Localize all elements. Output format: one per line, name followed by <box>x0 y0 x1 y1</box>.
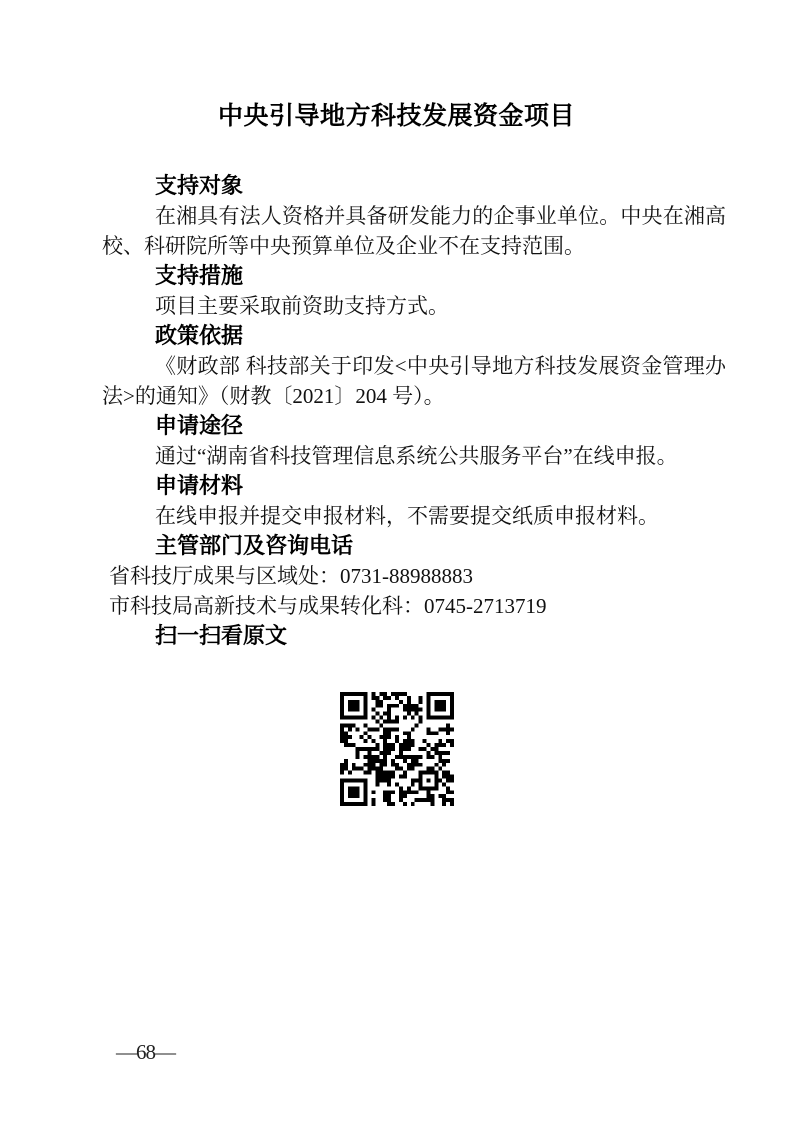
heading-policy-basis: 政策依据 <box>155 323 244 348</box>
page-title: 中央引导地方科技发展资金项目 <box>217 103 575 130</box>
paragraph-support-object: 在湘具有法人资格并具备研发能力的企事业单位。中央在湘高校、科研院所等中央预算单位及企业不在支持范围。 <box>102 204 726 258</box>
document-body <box>102 171 726 651</box>
heading-support-object: 支持对象 <box>155 173 244 198</box>
page-number: —68— <box>116 1040 175 1064</box>
paragraph-application-channel: 通过“湖南省科技管理信息系统公共服务平台”在线申报。 <box>155 444 678 468</box>
paragraph-support-measures: 项目主要采取前资助支持方式。 <box>155 294 449 318</box>
contact-line-province: 省科技厅成果与区域处：0731-88988883 <box>109 564 473 588</box>
heading-support-measures: 支持措施 <box>155 263 244 288</box>
qr-code <box>340 692 454 806</box>
heading-application-channel: 申请途径 <box>155 413 244 438</box>
paragraph-policy-basis: 《财政部 科技部关于印发<中央引导地方科技发展资金管理办法>的通知》（财教〔2021〕204 号）。 <box>102 354 726 408</box>
contact-line-city: 市科技局高新技术与成果转化科：0745-2713719 <box>109 594 547 618</box>
heading-application-materials: 申请材料 <box>155 473 244 498</box>
paragraph-application-materials: 在线申报并提交申报材料，不需要提交纸质申报材料。 <box>155 504 659 528</box>
heading-scan-original: 扫一扫看原文 <box>155 623 288 648</box>
heading-authority-contacts: 主管部门及咨询电话 <box>155 533 354 558</box>
